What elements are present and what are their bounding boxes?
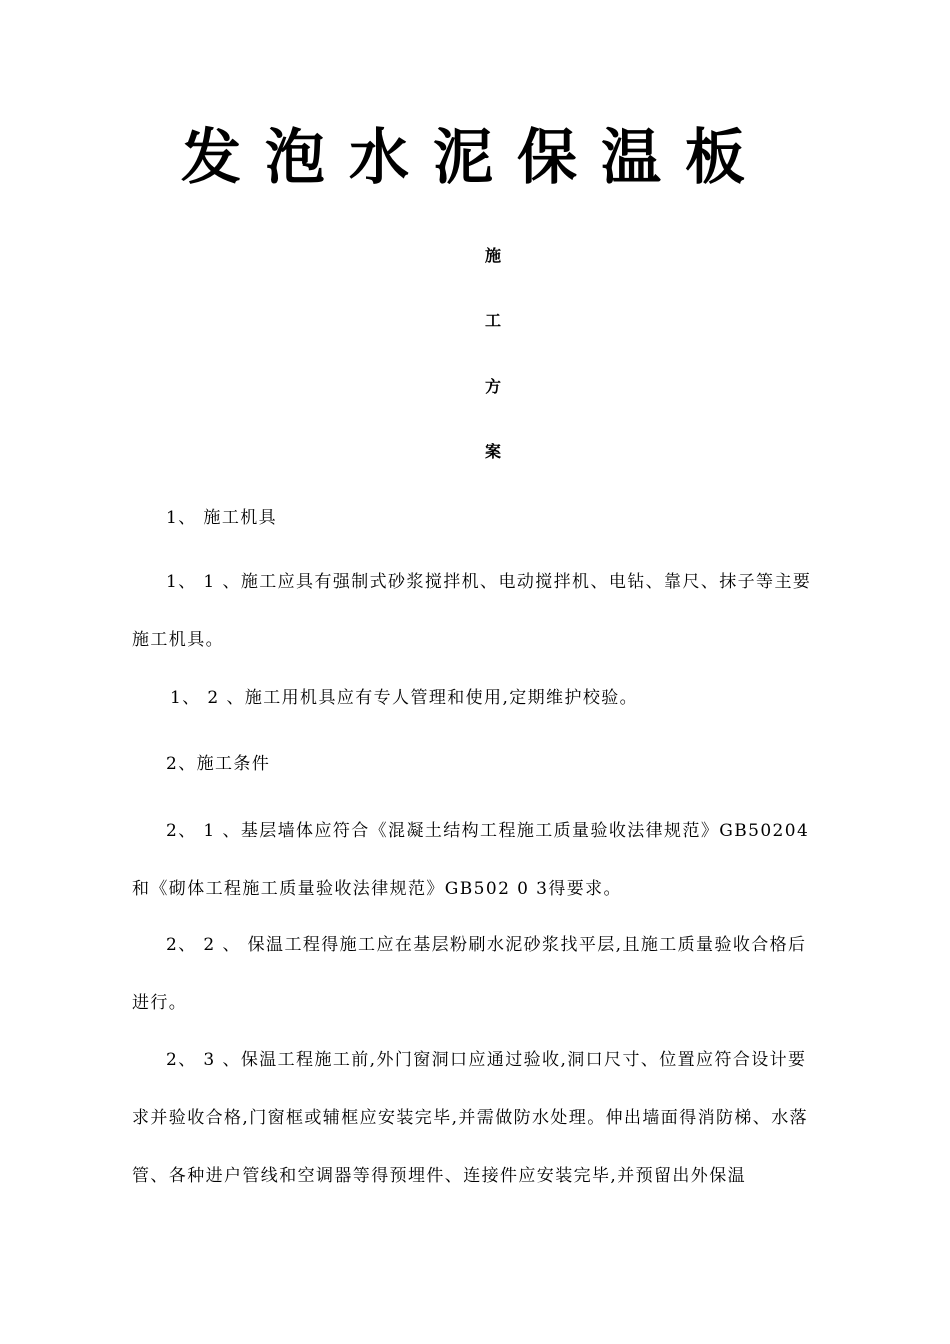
document-title: 发泡水泥保温板 xyxy=(181,123,769,193)
paragraph-2-2 xyxy=(132,916,822,1032)
section-heading-2: 2、施工条件 xyxy=(166,754,271,774)
paragraph-1-2: 1、 2 、施工用机具应有专人管理和使用,定期维护校验。 xyxy=(170,688,639,708)
paragraph-1-1-text: 1、 1 、施工应具有强制式砂浆搅拌机、电动搅拌机、电钻、靠尺、抹子等主要施工机具。 xyxy=(132,572,812,650)
paragraph-2-2-text: 2、 2 、 保温工程得施工应在基层粉刷水泥砂浆找平层,且施工质量验收合格后进行。 xyxy=(132,935,807,1013)
paragraph-2-1 xyxy=(132,802,822,918)
paragraph-2-3-text: 2、 3 、保温工程施工前,外门窗洞口应通过验收,洞口尺寸、位置应符合设计要求并验收合格,门窗框或辅框应安装完毕,并需做防水处理。伸出墙面得消防梯、水落管、各种进户管线和空调器等得预埋件、连接件应安装完毕,并预留出外保温 xyxy=(132,1050,809,1186)
subtitle-char-3: 方 xyxy=(484,377,501,396)
subtitle-char-2: 工 xyxy=(484,311,501,330)
paragraph-2-1-text: 2、 1 、基层墙体应符合《混凝土结构工程施工质量验收法律规范》GB50204和《砌体工程施工质量验收法律规范》GB502 0 3得要求。 xyxy=(132,821,810,899)
section-heading-1: 1、 施工机具 xyxy=(166,508,278,528)
subtitle-char-1: 施 xyxy=(484,246,501,265)
paragraph-1-1 xyxy=(132,553,822,669)
paragraph-2-3 xyxy=(132,1031,822,1205)
subtitle-char-4: 案 xyxy=(484,442,501,461)
